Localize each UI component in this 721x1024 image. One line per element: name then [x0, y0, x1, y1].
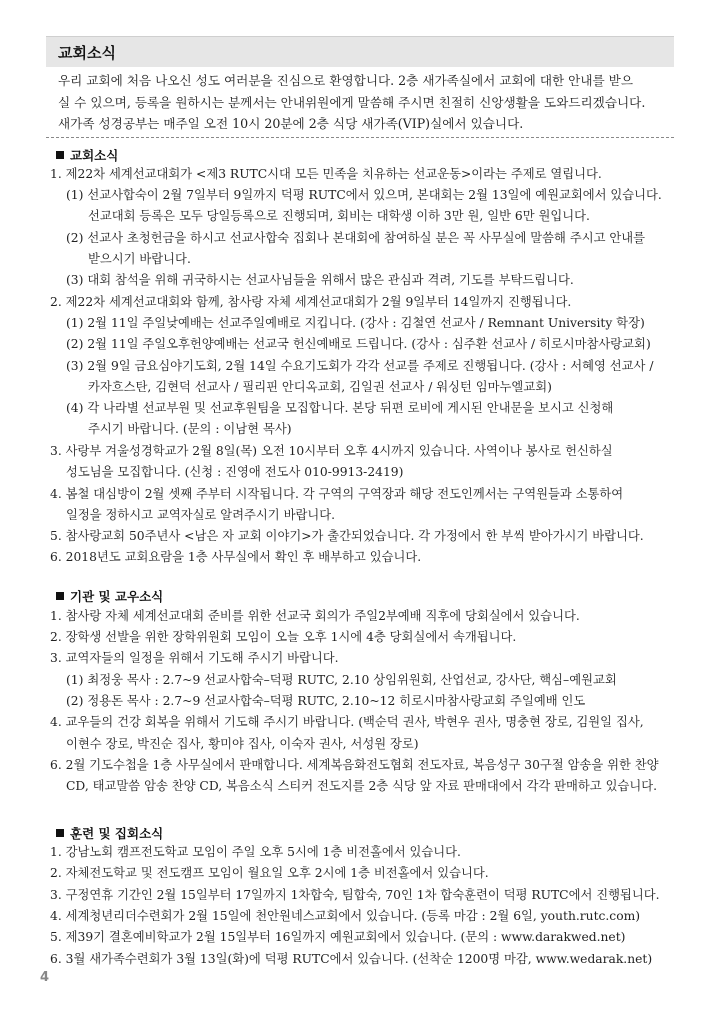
list-item: 5. 제39기 결혼예비학교가 2월 15일부터 16일까지 예원교회에서 있습니다. (문의 : www.darakwed.net) — [50, 930, 626, 944]
list-item: 1. 참사랑 자체 세계선교대회 준비를 위한 선교국 회의가 주일2부예배 직후에 당회실에서 있습니다. — [50, 609, 580, 623]
intro-divider — [46, 137, 674, 138]
list-item: (1) 최정웅 목사 : 2.7~9 선교사합숙–덕평 RUTC, 2.10 상임위원회, 산업선교, 강사단, 핵심–예원교회 — [66, 673, 617, 687]
intro-line: 새가족 성경공부는 매주일 오전 10시 20분에 2층 식당 새가족(VIP)실에서 있습니다. — [58, 116, 524, 131]
list-item: CD, 태교말씀 암송 찬양 CD, 복음소식 스티커 전도지를 2층 식당 앞 자료 판매대에서 각각 판매하고 있습니다. — [66, 779, 657, 793]
header-bar — [46, 36, 674, 67]
section-heading-organization-news: 기관 및 교우소식 — [56, 587, 163, 605]
square-bullet-icon — [56, 151, 64, 159]
list-item: 카자흐스탄, 김현덕 선교사 / 필리핀 안디옥교회, 김일권 선교사 / 워싱턴 임마누엘교회) — [88, 380, 552, 394]
list-item: (1) 선교사합숙이 2월 7일부터 9일까지 덕평 RUTC에서 있으며, 본대회는 2월 13일에 예원교회에서 있습니다. — [66, 188, 662, 202]
list-item: 받으시기 바랍니다. — [88, 252, 191, 266]
list-item: 1. 강남노회 캠프전도학교 모임이 주일 오후 5시에 1층 비전홀에서 있습니다. — [50, 845, 461, 859]
square-bullet-icon — [56, 829, 64, 837]
list-item: 주시기 바랍니다. (문의 : 이남현 목사) — [88, 422, 292, 436]
section-heading-training-news: 훈련 및 집회소식 — [56, 824, 163, 842]
list-item: (2) 정용돈 목사 : 2.7~9 선교사합숙–덕평 RUTC, 2.10~12 히로시마참사랑교회 주일예배 인도 — [66, 694, 586, 708]
intro-line: 우리 교회에 처음 나오신 성도 여러분을 진심으로 환영합니다. 2층 새가족실에서 교회에 대한 안내를 받으 — [58, 73, 634, 88]
list-item: 3. 구정연휴 기간인 2월 15일부터 17일까지 1차합숙, 팀합숙, 70인 1차 합숙훈련이 덕평 RUTC에서 진행됩니다. — [50, 888, 660, 902]
list-item: 2. 장학생 선발을 위한 장학위원회 모임이 오늘 오후 1시에 4층 당회실에서 속개됩니다. — [50, 630, 517, 644]
list-item: 일정을 정하시고 교역자실로 알려주시기 바랍니다. — [66, 508, 335, 522]
list-item: (2) 2월 11일 주일오후헌양예배는 선교국 헌신예배로 드립니다. (강사 : 심주환 선교사 / 히로시마참사랑교회) — [66, 337, 651, 351]
list-item: 4. 세계청년리더수련회가 2월 15일에 천안원네스교회에서 있습니다. (등록 마감 : 2월 6일, youth.rutc.com) — [50, 909, 641, 923]
list-item: 1. 제22차 세계선교대회가 <제3 RUTC시대 모든 민족을 치유하는 선교운동>이라는 주제로 열립니다. — [50, 167, 602, 181]
page-title: 교회소식 — [58, 44, 116, 62]
list-item: 6. 3월 새가족수련회가 3월 13일(화)에 덕평 RUTC에서 있습니다. (선착순 1200명 마감, www.wedarak.net) — [50, 952, 653, 966]
list-item: (3) 2월 9일 금요심야기도회, 2월 14일 수요기도회가 각각 선교를 주제로 진행됩니다. (강사 : 서혜영 선교사 / — [66, 359, 654, 373]
list-item: (4) 각 나라별 선교부원 및 선교후원팀을 모집합니다. 본당 뒤편 로비에 게시된 안내문을 보시고 신청해 — [66, 401, 614, 415]
list-item: 이현수 장로, 박진순 집사, 황미야 집사, 이숙자 권사, 서성원 장로) — [66, 737, 419, 751]
list-item: (3) 대회 참석을 위해 귀국하시는 선교사님들을 위해서 많은 관심과 격려, 기도를 부탁드립니다. — [66, 273, 574, 287]
page-number: 4 — [40, 970, 50, 985]
list-item: (1) 2월 11일 주일낮예배는 선교주일예배로 지킵니다. (강사 : 김철연 선교사 / Remnant University 학장) — [66, 316, 645, 330]
list-item: 2. 제22차 세계선교대회와 함께, 참사랑 자체 세계선교대회가 2월 9일부터 14일까지 진행됩니다. — [50, 295, 572, 309]
list-item: 6. 2018년도 교회요람을 1층 사무실에서 확인 후 배부하고 있습니다. — [50, 550, 422, 564]
list-item: 5. 참사랑교회 50주년사 <남은 자 교회 이야기>가 출간되었습니다. 각 가정에서 한 부씩 받아가시기 바랍니다. — [50, 529, 644, 543]
intro-line: 실 수 있으며, 등록을 원하시는 분께서는 안내위원에게 말씀해 주시면 친절히 신앙생활을 도와드리겠습니다. — [58, 94, 646, 110]
list-item: 3. 사랑부 겨울성경학교가 2월 8일(목) 오전 10시부터 오후 4시까지 있습니다. 사역이나 봉사로 헌신하실 — [50, 444, 613, 458]
square-bullet-icon — [56, 592, 64, 600]
list-item: 선교대회 등록은 모두 당일등록으로 진행되며, 회비는 대학생 이하 3만 원, 일반 6만 원입니다. — [88, 209, 590, 223]
section-heading-church-news: 교회소식 — [56, 146, 118, 164]
list-item: (2) 선교사 초청헌금을 하시고 선교사합숙 집회나 본대회에 참여하실 분은 꼭 사무실에 말씀해 주시고 안내를 — [66, 231, 646, 245]
list-item: 4. 봄철 대심방이 2월 셋째 주부터 시작됩니다. 각 구역의 구역장과 해당 전도인께서는 구역원들과 소통하여 — [50, 487, 624, 501]
list-item: 2. 자체전도학교 및 전도캠프 모임이 월요일 오후 2시에 1층 비전홀에서 있습니다. — [50, 866, 489, 880]
list-item: 4. 교우들의 건강 회복을 위해서 기도해 주시기 바랍니다. (백순덕 권사, 박현우 권사, 명충현 장로, 김원일 집사, — [50, 715, 644, 729]
list-item: 6. 2월 기도수첩을 1층 사무실에서 판매합니다. 세계복음화전도협회 전도자료, 복음성구 30구절 암송을 위한 찬양 — [50, 758, 659, 772]
list-item: 3. 교역자들의 일정을 위해서 기도해 주시기 바랍니다. — [50, 651, 339, 665]
intro-paragraph — [58, 70, 670, 135]
list-item: 성도님을 모집합니다. (신청 : 진영애 전도사 010-9913-2419) — [66, 465, 404, 479]
